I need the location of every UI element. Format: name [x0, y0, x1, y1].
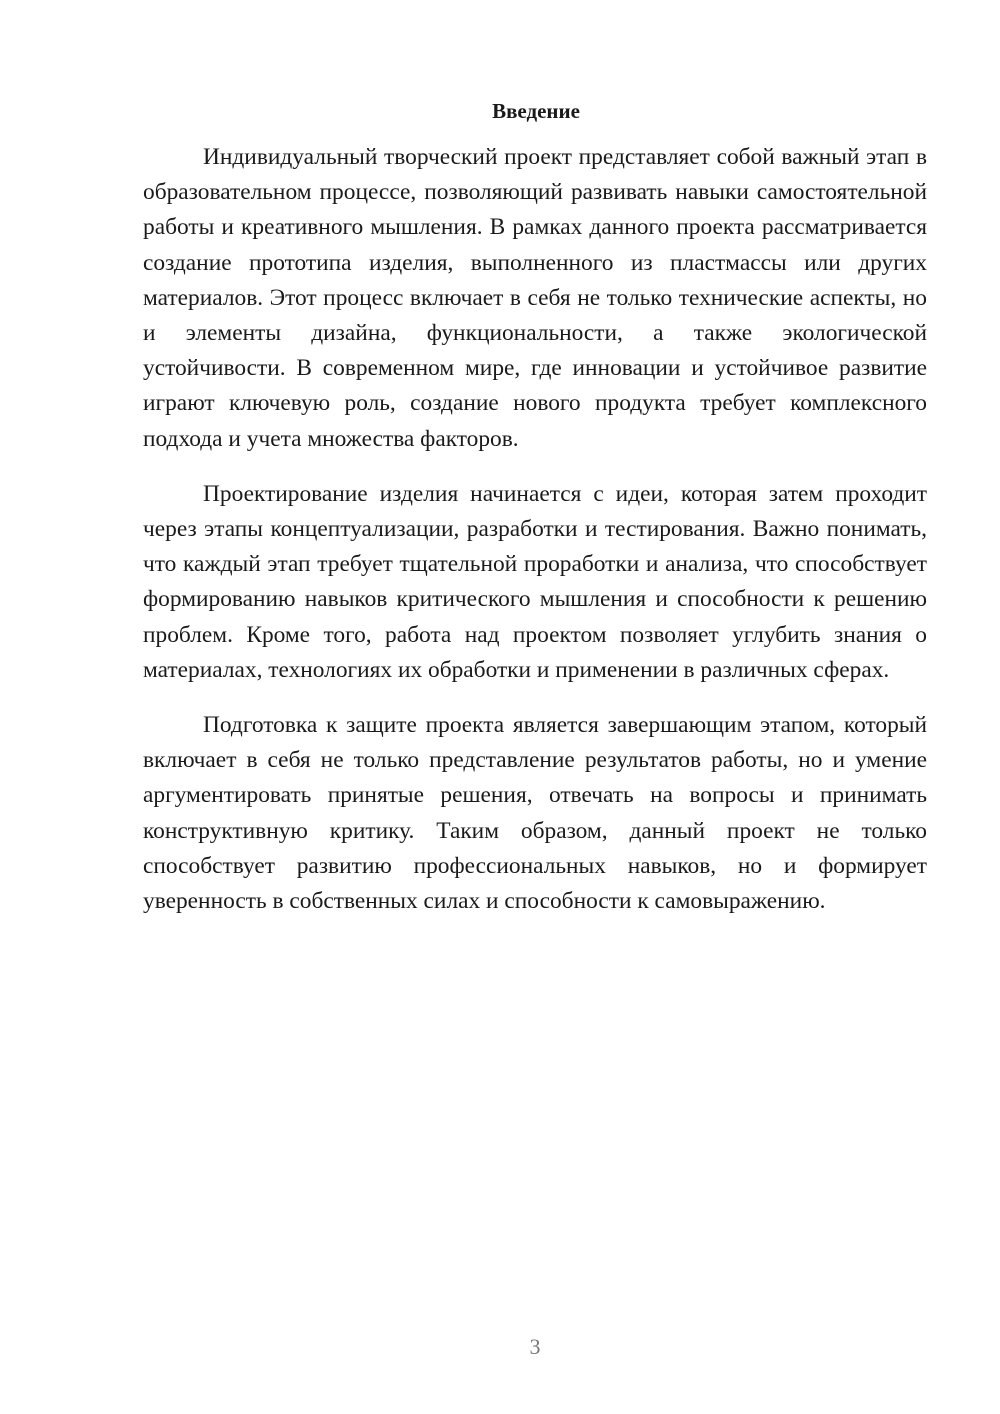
paragraph-3: Подготовка к защите проекта является завершающим этапом, который включает в себя не только представление результатов работы, но и умение аргументировать принятые решения, отвечать на вопросы и принимать конструктивную критику. Таким образом, данный проект не только способствует развитию профессиональных навыков, но и формирует уверенность в собственных силах и способности к самовыражению.: [143, 712, 927, 915]
paragraph-1: Индивидуальный творческий проект представляет собой важный этап в образовательном процессе, позволяющий развивать навыки самостоятельной работы и креативного мышления. В рамках данного проекта рассматривается создание прототипа изделия, выполненного из пластмассы или других материалов. Этот процесс включает в себя не только технические аспекты, но и элементы дизайна, функциональности, а также экологической устойчивости. В современном мире, где инновации и устойчивое развитие играют ключевую роль, создание нового продукта требует комплексного подхода и учета множества факторов.: [143, 144, 927, 452]
page-content: [143, 96, 927, 919]
paragraph-2: Проектирование изделия начинается с идеи, которая затем проходит через этапы концептуализации, разработки и тестирования. Важно понимать, что каждый этап требует тщательной проработки и анализа, что способствует формированию навыков критического мышления и способности к решению проблем. Кроме того, работа над проектом позволяет углубить знания о материалах, технологиях их обработки и применении в различных сферах.: [143, 480, 927, 683]
section-heading: Введение: [492, 99, 580, 123]
page-number: 3: [529, 1334, 541, 1359]
